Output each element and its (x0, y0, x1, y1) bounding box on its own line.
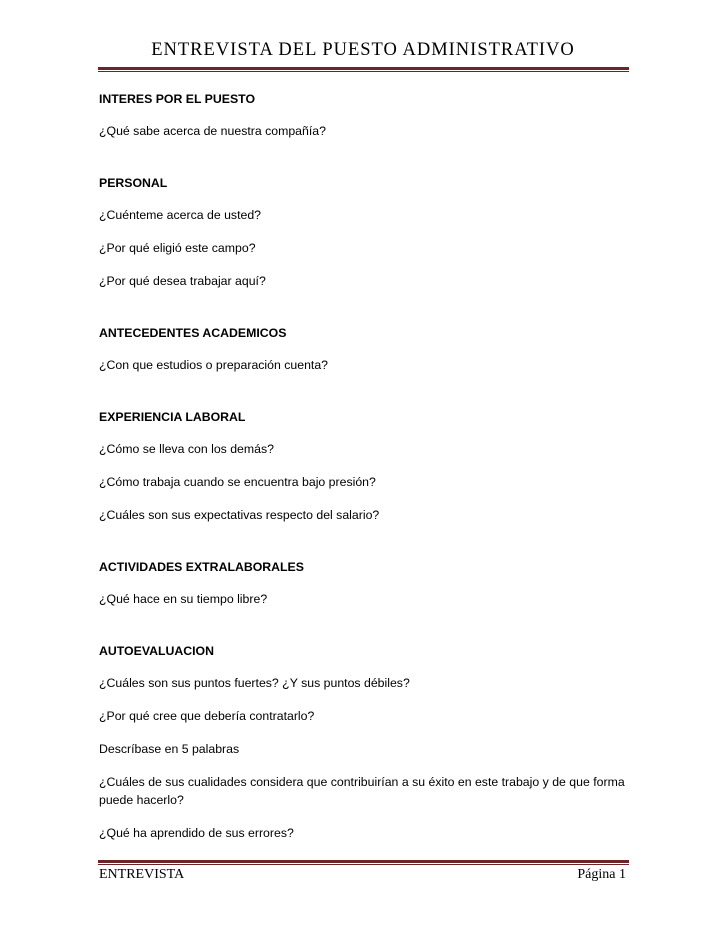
question: ¿Cuénteme acerca de usted? (99, 208, 262, 222)
section-actividades (99, 560, 627, 608)
section-title: INTERES POR EL PUESTO (99, 92, 256, 106)
footer-rule-thin (98, 864, 629, 865)
footer-rule (98, 860, 629, 865)
header-rule (98, 67, 629, 72)
section-autoevaluacion (99, 644, 627, 842)
section-title: ACTIVIDADES EXTRALABORALES (99, 560, 304, 574)
question: ¿Cómo trabaja cuando se encuentra bajo presión? (99, 475, 376, 489)
question: ¿Cuáles son sus expectativas respecto del salario? (99, 508, 380, 522)
question: ¿Por qué desea trabajar aquí? (99, 274, 266, 288)
document-title: ENTREVISTA DEL PUESTO ADMINISTRATIVO (151, 40, 575, 60)
header-rule-thick (98, 67, 629, 70)
header-rule-thin (98, 71, 629, 72)
section-title: EXPERIENCIA LABORAL (99, 410, 246, 424)
question: ¿Cuáles son sus puntos fuertes? ¿Y sus puntos débiles? (99, 676, 410, 690)
question: ¿Por qué eligió este campo? (99, 241, 256, 255)
question: ¿Qué sabe acerca de nuestra compañía? (99, 124, 326, 138)
question: ¿Qué hace en su tiempo libre? (99, 592, 268, 606)
document-body (99, 92, 627, 878)
question: ¿Cómo se lleva con los demás? (99, 442, 274, 456)
section-title: ANTECEDENTES ACADEMICOS (99, 326, 287, 340)
section-interes (99, 92, 627, 140)
question: ¿Con que estudios o preparación cuenta? (99, 358, 329, 372)
question: ¿Por qué cree que debería contratarlo? (99, 709, 315, 723)
footer-rule-thick (98, 860, 629, 863)
footer-label: ENTREVISTA (99, 867, 185, 882)
question: ¿Cuáles de sus cualidades considera que contribuirían a su éxito en este trabajo y de que forma puede hacerlo? (99, 775, 625, 807)
question: Descríbase en 5 palabras (99, 742, 240, 756)
question: ¿Qué ha aprendido de sus errores? (99, 826, 294, 840)
section-experiencia (99, 410, 627, 524)
section-personal (99, 176, 627, 290)
section-title: PERSONAL (99, 176, 168, 190)
section-antecedentes (99, 326, 627, 374)
section-title: AUTOEVALUACION (99, 644, 215, 658)
page-number: Página 1 (577, 867, 626, 882)
